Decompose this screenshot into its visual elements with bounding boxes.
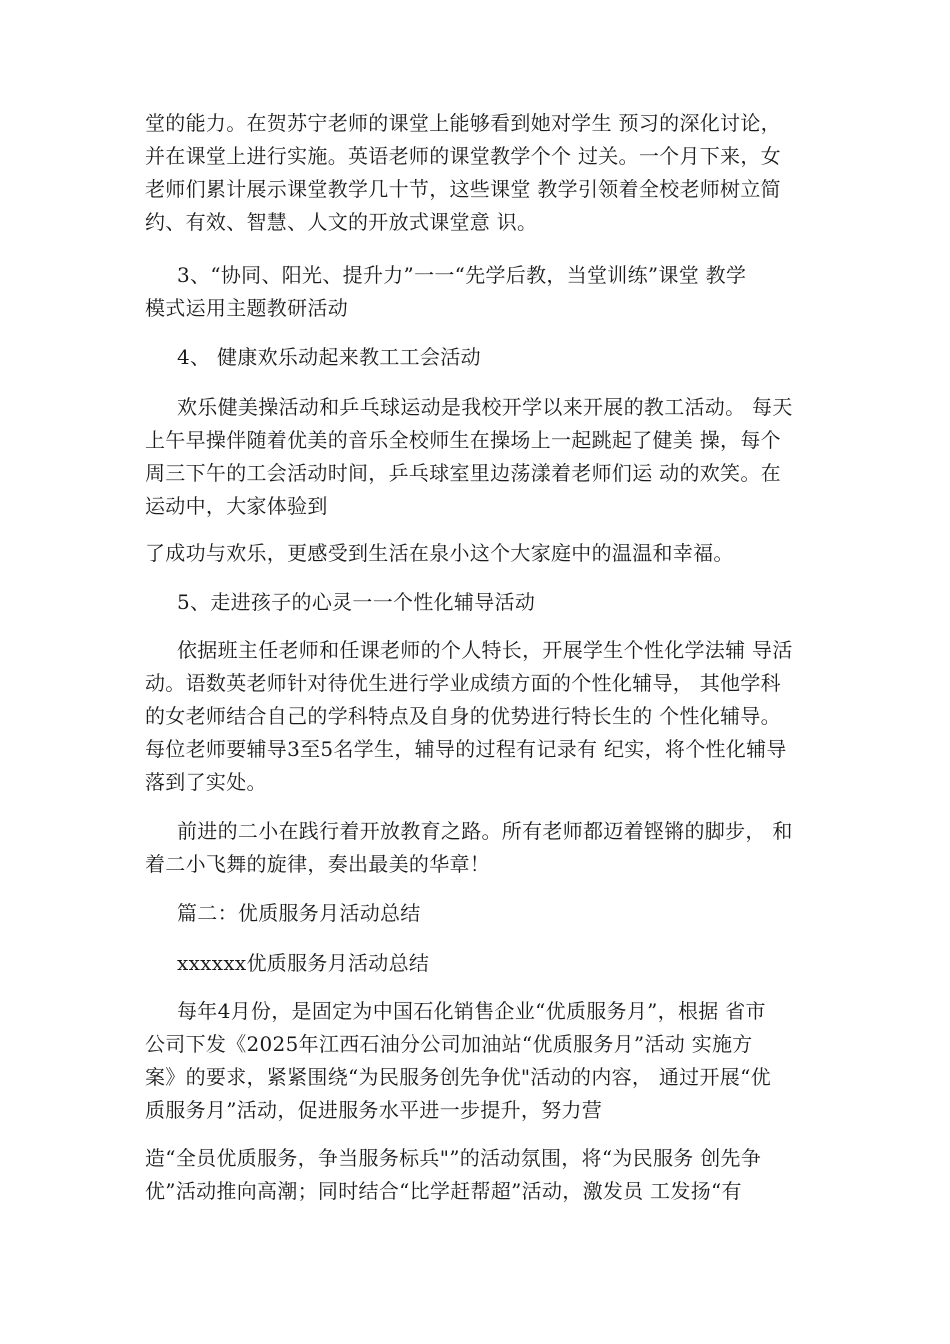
paragraph-closing [145,815,835,881]
paragraph-service-month [145,995,835,1127]
paragraph-union-activity [145,391,835,523]
text-line: 质服务月”活动，促进服务水平进一步提升，努力营 [145,1098,603,1122]
text-line: 模式运用主题教研活动 [145,296,348,320]
text-line: 每位老师要辅导3至5名学生，辅导的过程有记录有 纪实，将个性化辅导 [145,737,787,761]
text-line: 依据班主任老师和任课老师的个人特长，开展学生个性化学法辅 导活 [177,638,793,662]
subtitle-service-month [145,947,835,980]
text-line: 堂的能力。在贺苏宁老师的课堂上能够看到她对学生 预习的深化讨论， [145,111,781,135]
paragraph-heading-5 [145,586,835,619]
paragraph-service-month-continued [145,1142,835,1208]
text-line: 周三下午的工会活动时间，乒乓球室里边荡漾着老师们运 动的欢笑。在 [145,461,781,485]
text-line: 造“全员优质服务，争当服务标兵"”的活动氛围，将“为民服务 创先争 [145,1146,762,1170]
text-line: 4、 健康欢乐动起来教工工会活动 [177,345,481,369]
paragraph-tutoring [145,634,835,799]
text-line: 篇二：优质服务月活动总结 [177,901,421,925]
text-line: 落到了实处。 [145,770,267,794]
text-line: 的女老师结合自己的学科特点及自身的优势进行特长生的 个性化辅导。 [145,704,781,728]
paragraph-union-continued [145,537,835,570]
text-line: xxxxxx优质服务月活动总结 [177,951,430,975]
text-line: 案》的要求，紧紧围绕“为民服务创先争优"活动的内容， 通过开展“优 [145,1065,771,1089]
paragraph-heading-3 [145,259,835,325]
text-line: 5、走进孩子的心灵一一个性化辅导活动 [177,590,536,614]
text-line: 了成功与欢乐，更感受到生活在泉小这个大家庭中的温温和幸福。 [145,541,734,565]
text-line: 优”活动推向高潮；同时结合“比学赶帮超”活动，激发员 工发扬“有 [145,1179,742,1203]
paragraph-heading-4 [145,341,835,374]
text-line: 并在课堂上进行实施。英语老师的课堂教学个个 过关。一个月下来，女 [145,144,781,168]
text-line: 前进的二小在践行着开放教育之路。所有老师都迈着铿锵的脚步， 和 [177,819,793,843]
text-line: 3、“协同、阳光、提升力”一一“先学后教，当堂训练”课堂 教学 [177,263,747,287]
text-line: 公司下发《2025年江西石油分公司加油站“优质服务月”活动 实施方 [145,1032,753,1056]
paragraph-classroom-summary [145,107,835,239]
text-line: 每年4月份，是固定为中国石化销售企业“优质服务月”，根据 省市 [177,999,766,1023]
text-line: 动。语数英老师针对待优生进行学业成绩方面的个性化辅导， 其他学科 [145,671,781,695]
text-line: 着二小飞舞的旋律，奏出最美的华章！ [145,852,491,876]
text-line: 约、有效、智慧、人文的开放式课堂意 识。 [145,210,538,234]
text-line: 运动中，大家体验到 [145,494,328,518]
text-line: 欢乐健美操活动和乒乓球运动是我校开学以来开展的教工活动。 每天 [177,395,793,419]
text-line: 上午早操伴随着优美的音乐全校师生在操场上一起跳起了健美 操，每个 [145,428,781,452]
text-line: 老师们累计展示课堂教学几十节，这些课堂 教学引领着全校老师树立简 [145,177,781,201]
section-title-part-two [145,897,835,930]
